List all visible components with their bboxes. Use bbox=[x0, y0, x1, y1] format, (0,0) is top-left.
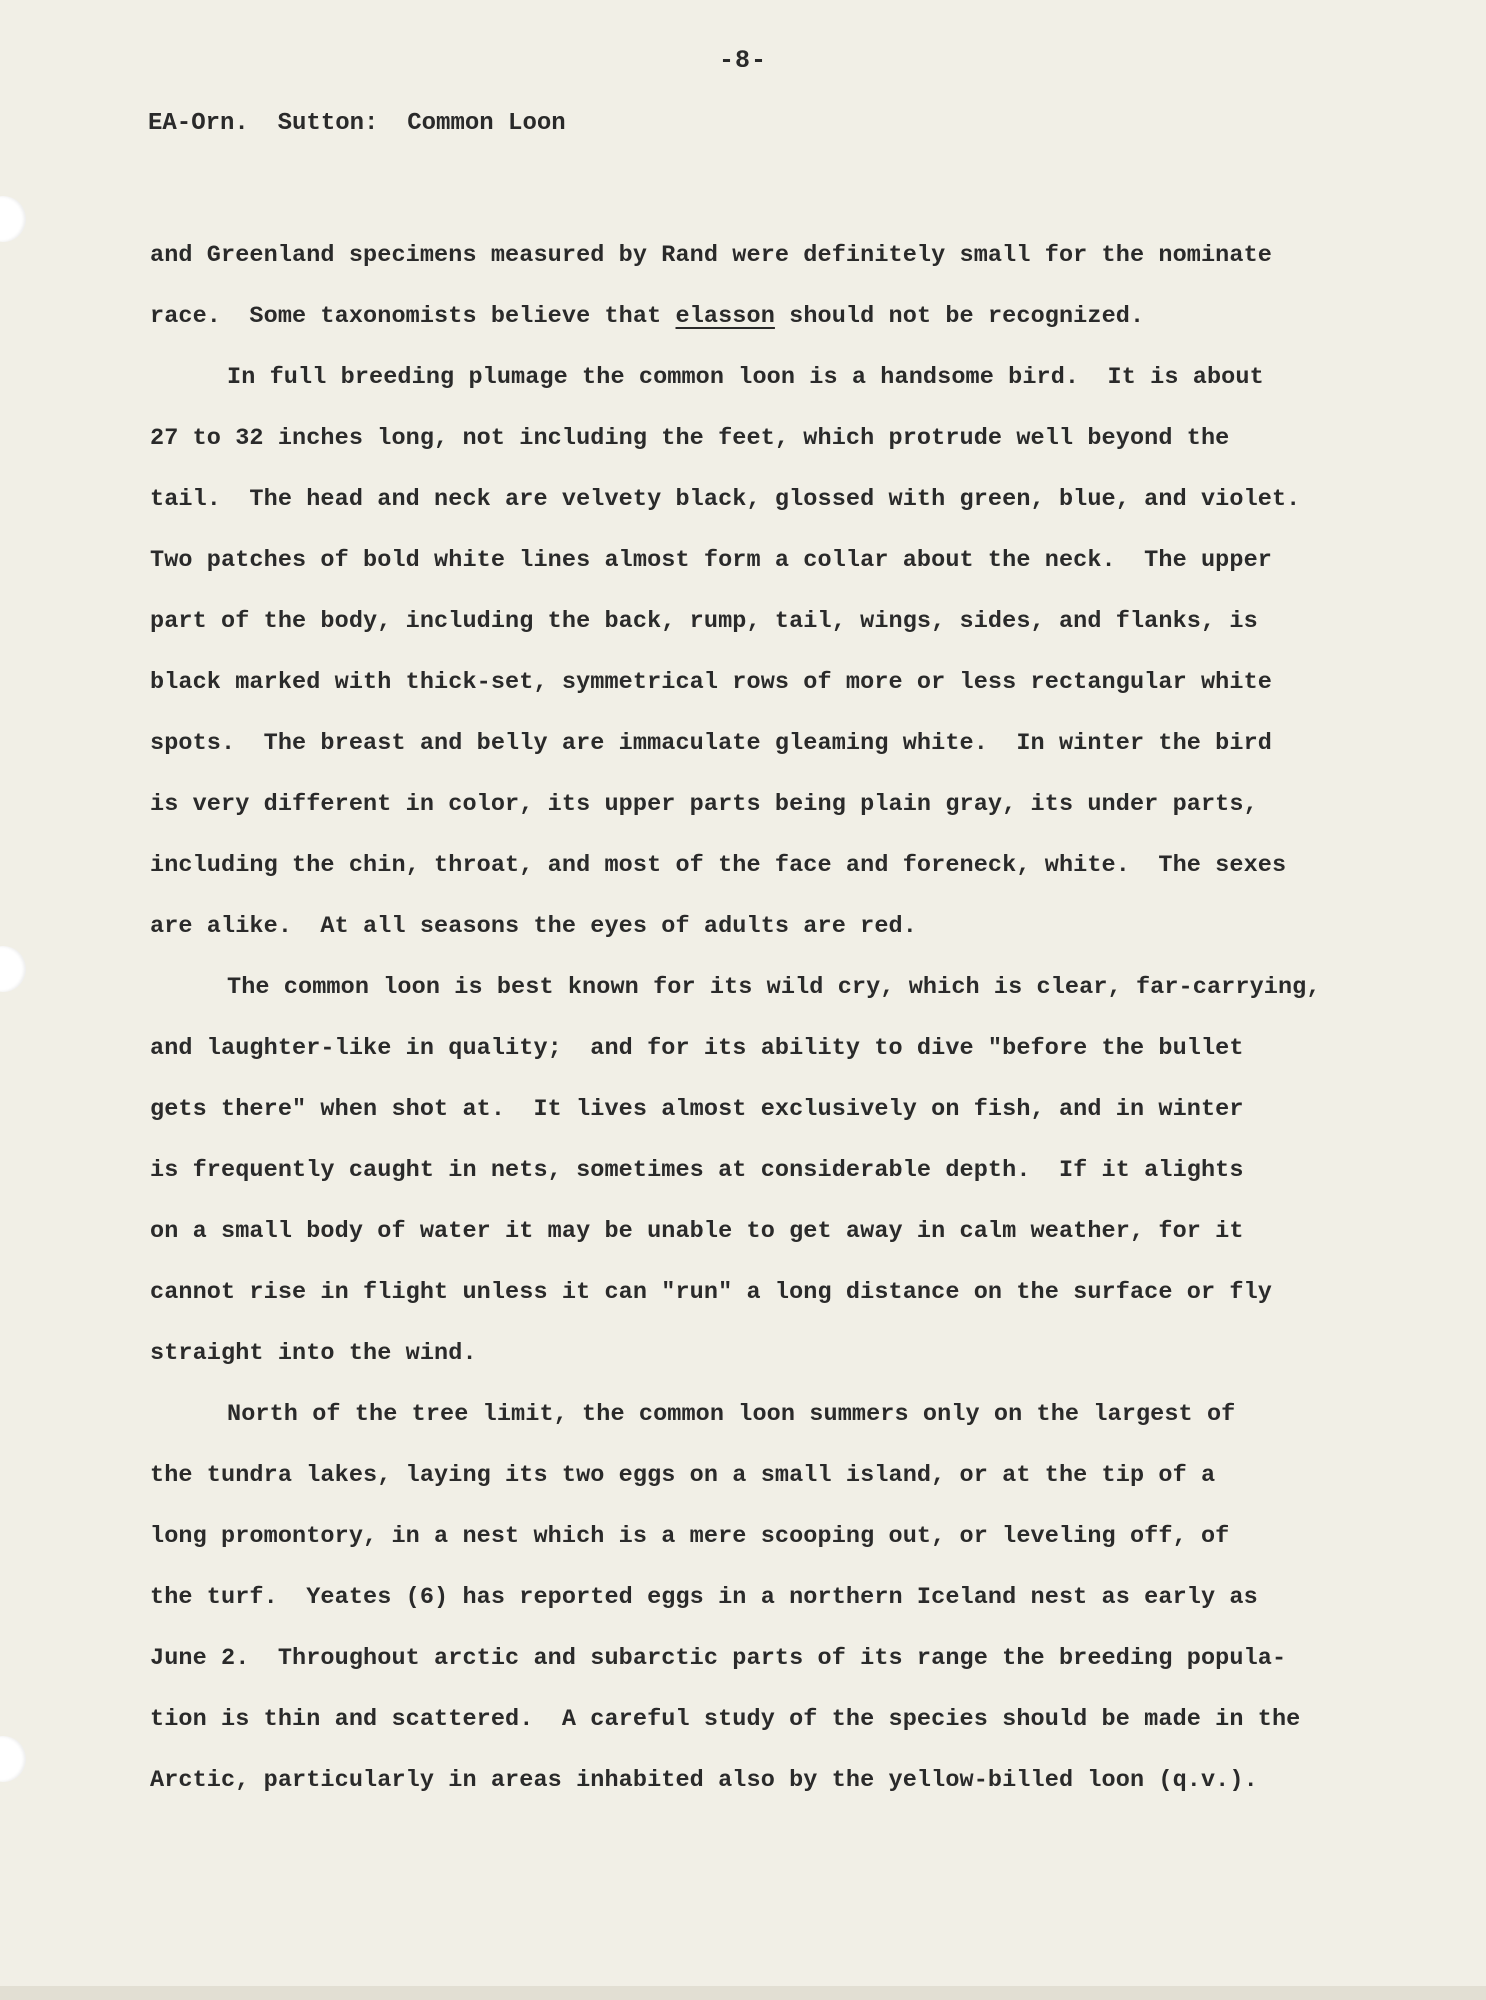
body-line: long promontory, in a nest which is a mere scooping out, or leveling off, of bbox=[150, 1523, 1230, 1550]
body-line-pre: race. Some taxonomists believe that bbox=[150, 303, 676, 330]
underlined-term: elasson bbox=[675, 303, 775, 330]
body-line: spots. The breast and belly are immaculate gleaming white. In winter the bird bbox=[150, 730, 1272, 757]
body-line: including the chin, throat, and most of the face and foreneck, white. The sexes bbox=[150, 852, 1287, 879]
paragraph-start-line: In full breeding plumage the common loon is a handsome bird. It is about bbox=[227, 364, 1264, 391]
body-text bbox=[150, 225, 1390, 1811]
body-line: the tundra lakes, laying its two eggs on a small island, or at the tip of a bbox=[150, 1462, 1216, 1489]
punch-hole-middle bbox=[0, 946, 26, 992]
body-line: on a small body of water it may be unable to get away in calm weather, for it bbox=[150, 1218, 1244, 1245]
punch-hole-bottom bbox=[0, 1736, 26, 1782]
body-line: 27 to 32 inches long, not including the feet, which protrude well beyond the bbox=[150, 425, 1230, 452]
body-line: and laughter-like in quality; and for its ability to dive "before the bullet bbox=[150, 1035, 1244, 1062]
body-line: gets there" when shot at. It lives almost exclusively on fish, and in winter bbox=[150, 1096, 1244, 1123]
paragraph-start-line: The common loon is best known for its wild cry, which is clear, far-carrying, bbox=[227, 974, 1321, 1001]
body-line: tion is thin and scattered. A careful study of the species should be made in the bbox=[150, 1706, 1301, 1733]
body-line bbox=[150, 286, 1390, 347]
body-line-post: should not be recognized. bbox=[774, 303, 1145, 330]
body-line: straight into the wind. bbox=[150, 1340, 477, 1367]
body-line: cannot rise in flight unless it can "run" a long distance on the surface or fly bbox=[150, 1279, 1272, 1306]
page-number: -8- bbox=[718, 46, 767, 75]
body-line: black marked with thick-set, symmetrical rows of more or less rectangular white bbox=[150, 669, 1272, 696]
page-bottom-edge bbox=[0, 1986, 1486, 2000]
body-line: is very different in color, its upper parts being plain gray, its under parts, bbox=[150, 791, 1258, 818]
body-line: are alike. At all seasons the eyes of adults are red. bbox=[150, 913, 917, 940]
body-line: part of the body, including the back, rump, tail, wings, sides, and flanks, is bbox=[150, 608, 1258, 635]
body-line: Arctic, particularly in areas inhabited also by the yellow-billed loon (q.v.). bbox=[150, 1767, 1258, 1794]
body-line: and Greenland specimens measured by Rand were definitely small for the nominate bbox=[150, 242, 1272, 269]
body-line: is frequently caught in nets, sometimes at considerable depth. If it alights bbox=[150, 1157, 1244, 1184]
body-line: Two patches of bold white lines almost form a collar about the neck. The upper bbox=[150, 547, 1272, 574]
paragraph-start-line: North of the tree limit, the common loon summers only on the largest of bbox=[227, 1401, 1236, 1428]
body-line: June 2. Throughout arctic and subarctic parts of its range the breeding popula- bbox=[150, 1645, 1287, 1672]
body-line: the turf. Yeates (6) has reported eggs in a northern Iceland nest as early as bbox=[150, 1584, 1258, 1611]
punch-hole-top bbox=[0, 196, 26, 242]
document-header: EA-Orn. Sutton: Common Loon bbox=[148, 110, 566, 137]
body-line: tail. The head and neck are velvety black, glossed with green, blue, and violet. bbox=[150, 486, 1301, 513]
